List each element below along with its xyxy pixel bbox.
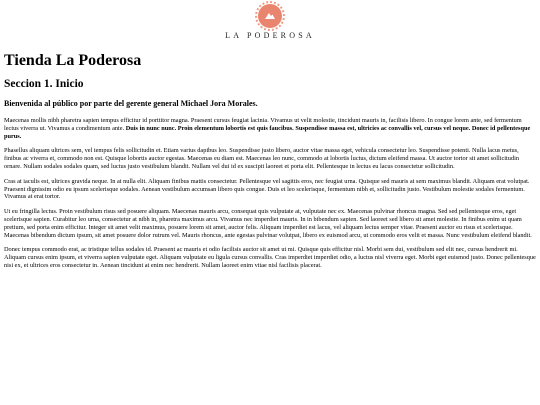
paragraph-2 [4,147,536,170]
paragraph-2-text: Phasellus aliquam ultrices sem, vel tempus felis sollicitudin et. Etiam varius dapibus leo. Suspendisse justo libero, auctor vitae massa eget, vehicula consectetur leo. Suspendisse potenti. Nulla lacus metus, finibus ac viverra et, commodo non est. Quisque lobortis auctor egestas. Maecenas eu diam est. Maecenas leo nunc, commodo at lobortis luctus, dictum eleifend massa. Ut auctor tortor sit amet sollicitudin ornare. Nullam sodales sodales quam, sed luctus justo vestibulum blandit. Nullam vel dui id ex suscipit laoreet et porta elit. Pellentesque in lectus eu lacus consectetur sollicitudin. [4,147,519,170]
paragraph-4-text: Ut eu fringilla lectus. Proin vestibulum risus sed posuere aliquam. Maecenas mauris arcu, consequat quis vulputate at, vulputate nec ex. Maecenas pulvinar rhoncus magna. Sed sed pellentesque eros, eget scelerisque sapien. Curabitur leo urna, consectetur at nibh in, pharetra maximus arcu. Vivamus nec imperdiet mauris. In in bibendum sapien. Sed laoreet sed libero sit amet molestie. In finibus enim ut quam pretium, sed porta enim efficitur. Integer sit amet velit maximus, posuere lorem sit amet, auctor felis. Aliquam imperdiet est lacus, vel aliquam lectus semper vitae. Praesent auctor eu risus et scelerisque. Maecenas bibendum dictum ipsum, sit amet posuere dolor rutrum vel. Mauris rhoncus, ante egestas pulvinar volutpat, libero ex euismod arcu, ut commodo eros velit et massa. Nunc vestibulum eleifend blandit. [4,208,532,239]
page-title: Tienda La Poderosa [4,52,142,69]
paragraph-1 [4,117,536,140]
paragraph-5-text: Donec tempus commodo erat, ac tristique tellus sodales id. Praesent ac mauris et odio facilisis auctor sit amet ut mi. Quisque quis efficitur nisl. Morbi sem dui, vestibulum sed elit nec, cursus hendrerit mi. Aliquam cursus enim ipsum, et viverra sapien vulputate eget. Aliquam vulputate eu ligula cursus convallis. Cras imperdiet imperdiet odio, a luctus nisl viverra eget. Morbi eget euismod justo. Donec pellentesque nisi ex, et ultrices eros consectetur in. Aenean tincidunt at enim nec hendrerit. Nullam laoreet enim vitae nisl facilisis placerat. [4,246,536,269]
paragraph-1-bold-text: Duis in nunc nunc. Proin elementum lobortis est quis faucibus. Suspendisse massa est, ultricies ac convallis vel, cursus vel neque. Donec id pellentesque purus. [4,124,531,140]
paragraph-3 [4,178,536,201]
logo-text: LA PODEROSA [225,31,315,40]
paragraph-1-text: Maecenas mollis nibh pharetra sapien tempus efficitur id porttitor magna. Praesent cursus feugiat lacinia. Vivamus ut velit molestie, tincidunt mauris in, facilisis libero. In congue lorem ante, sed fermentum lectus viverra ut. Vivamus a condimentum ante. [4,117,522,132]
site-logo[interactable] [4,0,536,40]
welcome-heading: Bienvenida al público por parte del gerente general Michael Jora Morales. [4,99,258,108]
paragraph-3-text: Cras at iaculis est, ultrices gravida neque. In at nulla elit. Aliquam finibus mattis consectetur. Pellentesque vel sagittis eros, nec feugiat urna. Quisque sed mauris at sem maximus blandit. Aliquam erat volutpat. Praesent dignissim odio eu ipsum scelerisque sodales. Aenean vestibulum accumsan libero quis congue. Duis et leo scelerisque, fermentum nibh et, sollicitudin justo. Vestibulum molestie sodales fermentum. Vivamus at erat tortor. [4,177,530,201]
paragraph-5 [4,246,536,269]
paragraph-4 [4,208,536,239]
logo-emblem-icon [258,4,282,28]
section-heading: Seccion 1. Inicio [4,78,84,90]
